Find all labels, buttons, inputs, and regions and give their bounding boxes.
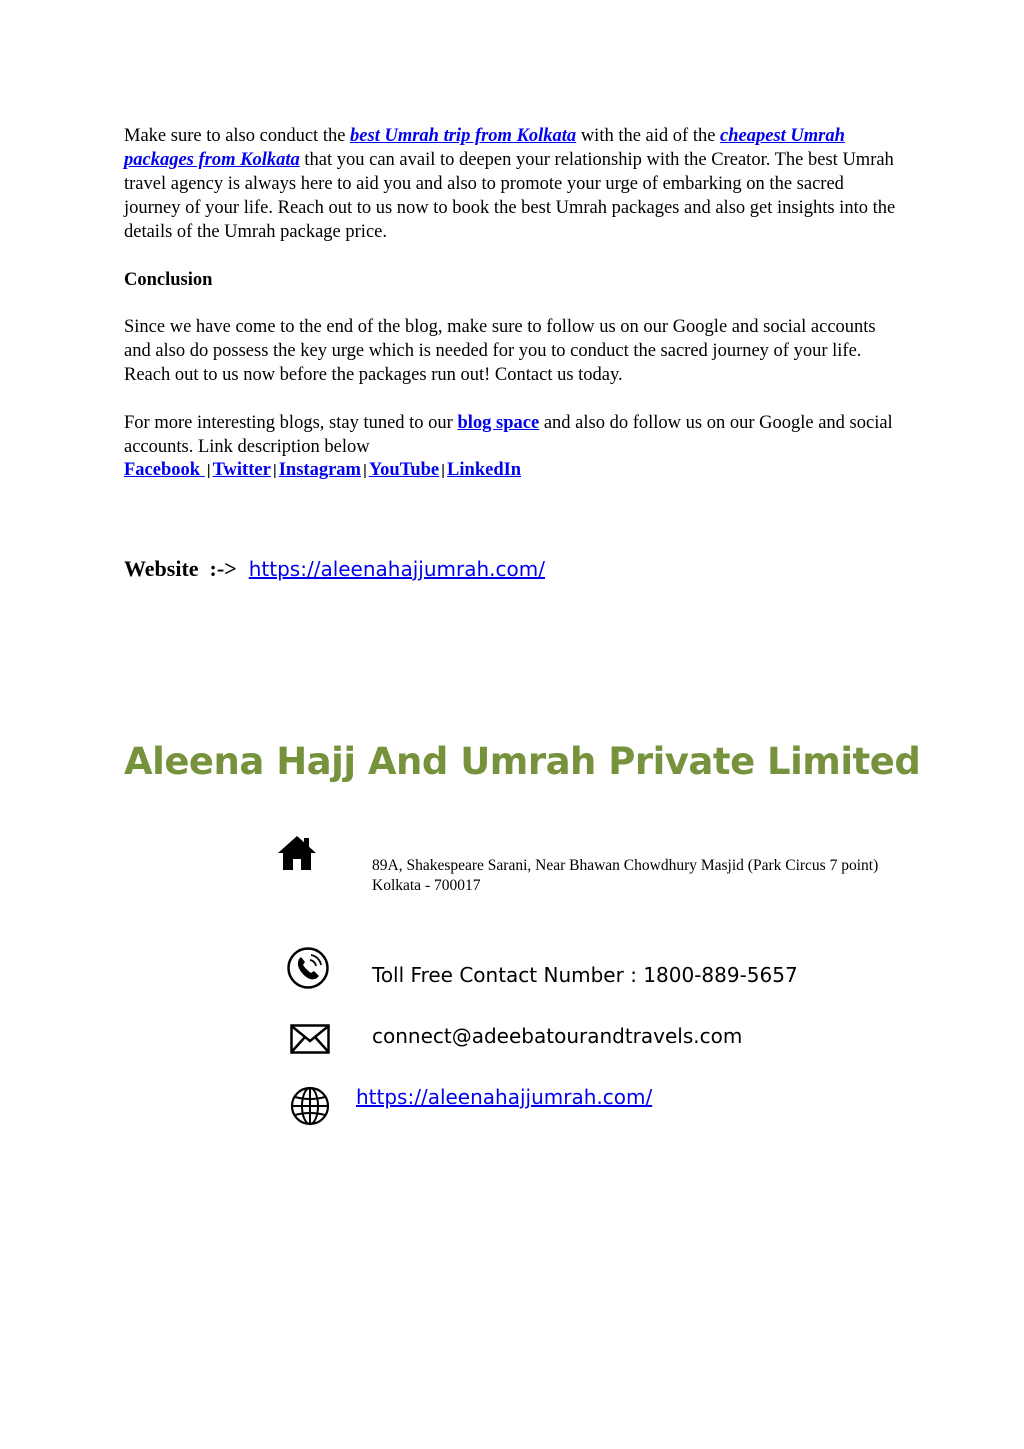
- website-link[interactable]: https://aleenahajjumrah.com/: [248, 557, 545, 581]
- address-text: 89A, Shakespeare Sarani, Near Bhawan Chowdhury Masjid (Park Circus 7 point) Kolkata - 700017: [372, 857, 879, 894]
- social-links-row: [124, 458, 904, 483]
- conclusion-paragraph: Since we have come to the end of the blog, make sure to follow us on our Google and social accounts and also do possess the key urge which is needed for you to conduct the sacred journey of your life. Reach out to us now before the packages run out! Contact us today.: [124, 317, 876, 385]
- phone-number: Toll Free Contact Number : 1800-889-5657: [372, 963, 798, 987]
- company-name: Aleena Hajj And Umrah Private Limited: [124, 740, 921, 783]
- blog-space-link[interactable]: blog space: [457, 413, 540, 433]
- website-label: Website :->: [124, 556, 237, 581]
- separator: |: [362, 462, 367, 479]
- more-text-1: For more interesting blogs, stay tuned to our: [124, 413, 458, 433]
- separator: |: [441, 462, 446, 479]
- conclusion-heading: Conclusion: [124, 270, 213, 290]
- email-address: connect@adeebatourandtravels.com: [372, 1024, 743, 1048]
- separator: |: [272, 462, 277, 479]
- youtube-link[interactable]: YouTube: [368, 460, 440, 480]
- facebook-link[interactable]: Facebook: [124, 460, 205, 480]
- twitter-link[interactable]: Twitter: [212, 460, 271, 480]
- intro-text-3: that you can avail to deepen your relationship with the Creator. The best Umrah travel agency is always here to aid you and also to promote your urge of embarking on the sacred journey of your life. Reach out to us now to book the best Umrah packages and also get insights into the details of the Umrah package price.: [124, 150, 896, 242]
- more-text-2: and also do follow us on our Google and social accounts. Link description below: [124, 413, 893, 457]
- globe-icon: [290, 1086, 330, 1126]
- instagram-link[interactable]: Instagram: [278, 460, 361, 480]
- website-contact-link[interactable]: https://aleenahajjumrah.com/: [356, 1085, 653, 1109]
- cheapest-umrah-packages-link[interactable]: cheapest Umrah packages from Kolkata: [124, 126, 845, 170]
- website-contact-row: [356, 1083, 652, 1111]
- more-blogs-paragraph: [124, 411, 904, 459]
- mail-icon: [290, 1024, 330, 1054]
- intro-text-2: with the aid of the: [576, 126, 721, 146]
- intro-paragraph: [124, 124, 904, 244]
- intro-text-1: Make sure to also conduct the: [124, 126, 351, 146]
- separator: |: [206, 462, 211, 479]
- linkedin-link[interactable]: LinkedIn: [447, 460, 522, 480]
- best-umrah-trip-link[interactable]: best Umrah trip from Kolkata: [350, 126, 577, 146]
- website-row: [124, 554, 545, 584]
- phone-icon: [286, 946, 330, 990]
- home-icon: [277, 834, 317, 872]
